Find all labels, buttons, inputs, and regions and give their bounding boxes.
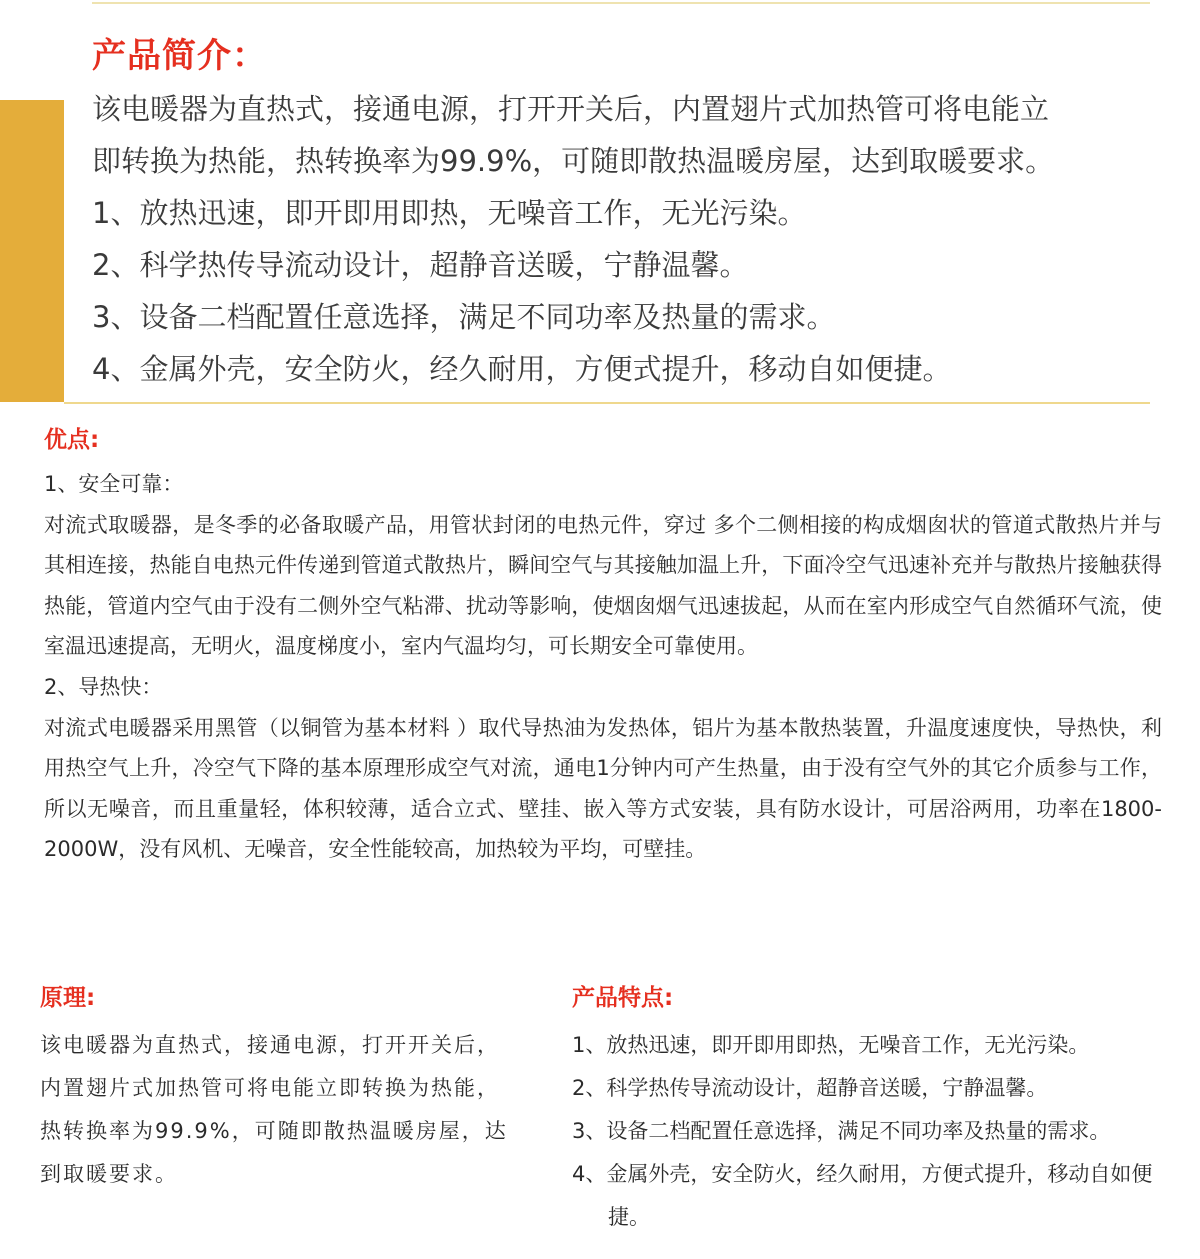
advantages-section (44, 422, 1162, 870)
features-section (572, 980, 1172, 1239)
intro-body (92, 83, 1162, 395)
features-list (572, 1024, 1172, 1239)
feature-item: 4、金属外壳，安全防火，经久耐用，方便式提升，移动自如便捷。 (572, 1162, 1153, 1229)
features-title: 产品特点: (572, 985, 674, 1011)
advantage-2-text: 对流式电暖器采用黑管（以铜管为基本材料 ）取代导热油为发热体，铝片为基本散热装置，升温度速度快，导热快，利用热空气上升，冷空气下降的基本原理形成空气对流，通电1分钟内可产生热量，由于没有空气外的其它介质参与工作，所以无噪音，而且重量轻，体积较薄，适合立式、壁挂、嵌入等方式安装，具有防水设计，可居浴两用，功率在1800-2000W，没有风机、无噪音，安全性能较高，加热较为平均，可壁挂。 (44, 715, 1162, 862)
principle-section (40, 980, 510, 1196)
advantages-title: 优点: (44, 427, 100, 453)
feature-item: 3、设备二档配置任意选择，满足不同功率及热量的需求。 (572, 1119, 1111, 1143)
advantage-1-heading: 1、安全可靠： (44, 472, 184, 496)
intro-line: 2、科学热传导流动设计，超静音送暖，宁静温馨。 (92, 248, 749, 282)
intro-line: 即转换为热能，热转换率为99.9%，可随即散热温暖房屋，达到取暖要求。 (92, 144, 1055, 178)
feature-item: 1、放热迅速，即开即用即热，无噪音工作，无光污染。 (572, 1033, 1090, 1057)
intro-line: 4、金属外壳，安全防火，经久耐用，方便式提升，移动自如便捷。 (92, 352, 952, 386)
gold-accent-bar (0, 100, 64, 402)
intro-line: 该电暖器为直热式，接通电源，打开开关后，内置翅片式加热管可将电能立 (92, 92, 1050, 126)
principle-title: 原理: (40, 985, 96, 1011)
section-divider (64, 402, 1150, 404)
advantage-2-heading: 2、导热快： (44, 674, 163, 699)
intro-line: 1、放热迅速，即开即用即热，无噪音工作，无光污染。 (92, 196, 807, 230)
top-divider (92, 2, 1150, 4)
feature-item: 2、科学热传导流动设计，超静音送暖，宁静温馨。 (572, 1076, 1048, 1100)
advantage-1-text: 对流式取暖器，是冬季的必备取暖产品，用管状封闭的电热元件，穿过 多个二侧相接的构成烟囱状的管道式散热片并与其相连接，热能自电热元件传递到管道式散热片，瞬间空气与其接触加温上升，下面冷空气迅速补充并与散热片接触获得热能，管道内空气由于没有二侧外空气粘滞、扰动等影响，使烟囱烟气迅速拔起，从而在室内形成空气自然循环气流，使室温迅速提高，无明火，温度梯度小，室内气温均匀，可长期安全可靠使用。 (44, 512, 1162, 659)
intro-title: 产品简介： (92, 36, 267, 76)
principle-text: 该电暖器为直热式，接通电源，打开开关后，内置翅片式加热管可将电能立即转换为热能，热转换率为99.9%，可随即散热温暖房屋，达到取暖要求。 (40, 1033, 508, 1186)
intro-line: 3、设备二档配置任意选择，满足不同功率及热量的需求。 (92, 300, 836, 334)
